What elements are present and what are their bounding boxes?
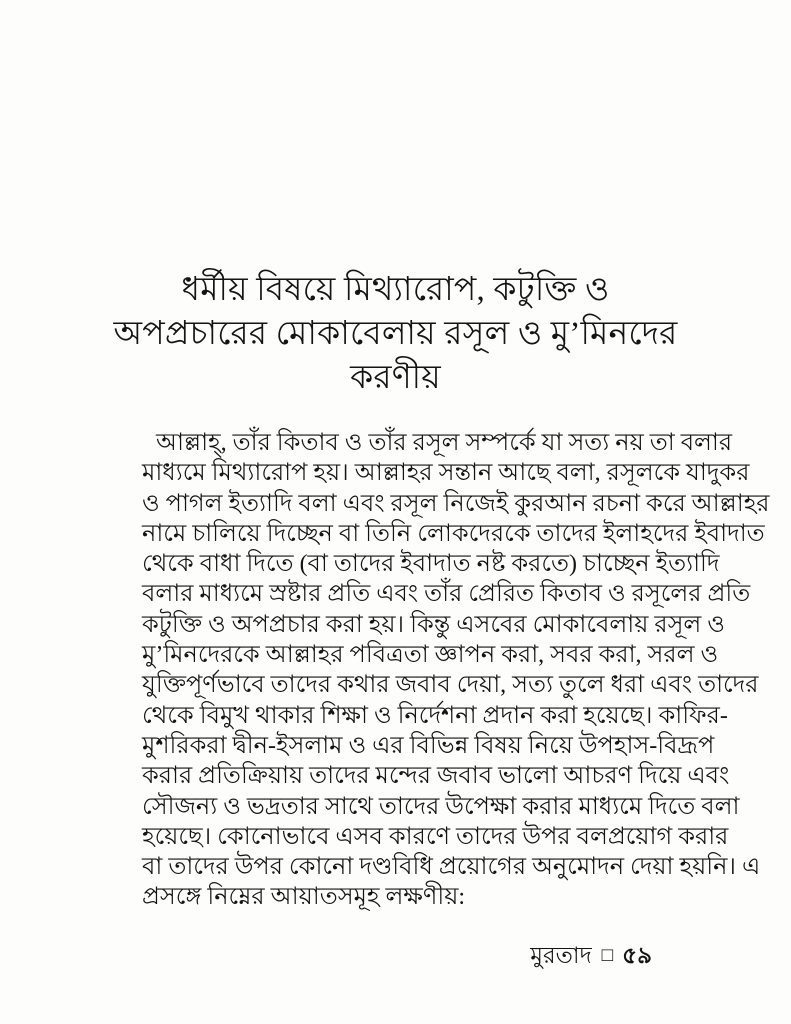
- paragraph-line: কটুক্তি ও অপপ্রচার করা হয়। কিন্তু এসবের মোকাবেলায় রসূল ও: [142, 611, 725, 638]
- running-book-title: মুরতাদ: [530, 943, 592, 968]
- paragraph-line: প্রসঙ্গে নিম্নের আয়াতসমূহ লক্ষণীয়:: [142, 884, 466, 911]
- page-footer: [142, 941, 652, 973]
- paragraph-line: থেকে বিমুখ থাকার শিক্ষা ও নির্দেশনা প্রদান করা হয়েছে। কাফির-: [142, 702, 728, 729]
- chapter-title-line: ধর্মীয় বিষয়ে মিথ্যারোপ, কটুক্তি ও: [181, 272, 610, 309]
- square-separator-icon: □: [601, 945, 614, 966]
- paragraph-line: মু’মিনদেরকে আল্লাহর পবিত্রতা জ্ঞাপন করা, সবর করা, সরল ও: [142, 642, 719, 669]
- chapter-title: [90, 268, 701, 400]
- paragraph-line: বলার মাধ্যমে স্রষ্টার প্রতি এবং তাঁর প্রেরিত কিতাব ও রসূলের প্রতি: [142, 581, 751, 608]
- paragraph-line: হয়েছে। কোনোভাবে এসব কারণে তাদের উপর বলপ্রয়োগ করার: [142, 823, 729, 850]
- paragraph-line: নামে চালিয়ে দিচ্ছেন বা তিনি লোকদেরকে তাদের ইলাহদের ইবাদাত: [142, 520, 765, 547]
- paragraph-line: মুশরিকরা দ্বীন-ইসলাম ও এর বিভিন্ন বিষয় নিয়ে উপহাস-বিদ্রূপ: [142, 732, 715, 759]
- chapter-title-line: অপপ্রচারের মোকাবেলায় রসূল ও মু’মিনদের: [113, 316, 678, 353]
- paragraph-line: আল্লাহ্‌, তাঁর কিতাব ও তাঁর রসূল সম্পর্কে যা সত্য নয় তা বলার: [156, 430, 733, 456]
- paragraph-line: সৌজন্য ও ভদ্রতার সাথে তাদের উপেক্ষা করার মাধ্যমে দিতে বলা: [142, 793, 740, 820]
- body-paragraph: [142, 428, 770, 913]
- chapter-title-line: করণীয়: [350, 360, 441, 397]
- paragraph-line: মাধ্যমে মিথ্যারোপ হয়। আল্লাহর সন্তান আছে বলা, রসূলকে যাদুকর: [142, 460, 750, 487]
- paragraph-line: করার প্রতিক্রিয়ায় তাদের মন্দের জবাব ভালো আচরণ দিয়ে এবং: [142, 763, 730, 790]
- paragraph-line: বা তাদের উপর কোনো দণ্ডবিধি প্রয়োগের অনুমোদন দেয়া হয়নি। এ: [142, 854, 761, 881]
- paragraph-line: যুক্তিপূর্ণভাবে তাদের কথার জবাব দেয়া, সত্য তুলে ধরা এবং তাদের: [142, 672, 759, 699]
- page-number: ৫৯: [622, 943, 652, 968]
- paragraph-line: থেকে বাধা দিতে (বা তাদের ইবাদাত নষ্ট করতে) চাচ্ছেন ইত্যাদি: [142, 551, 720, 578]
- paragraph-line: ও পাগল ইত্যাদি বলা এবং রসূল নিজেই কুরআন রচনা করে আল্লাহর: [142, 490, 770, 517]
